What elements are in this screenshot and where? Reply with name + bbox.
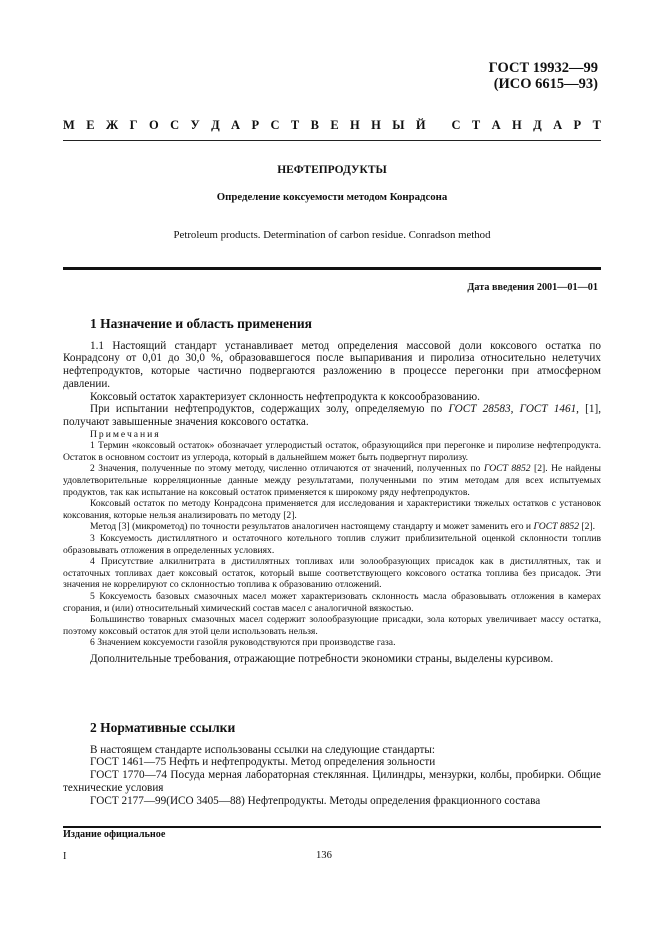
banner-letter: А [491, 118, 501, 132]
reference-gost-italic: ГОСТ 8852 [533, 521, 580, 533]
banner-letter: С [451, 118, 461, 132]
banner-letter: Т [471, 118, 481, 132]
reference-gost-1770: ГОСТ 1770—74 Посуда мерная лабораторная стеклянная. Цилиндры, мензурки, колбы, пробирки. Общие технические условия [63, 769, 601, 794]
official-edition: Издание официальное [63, 829, 166, 840]
banner-letter: Й [415, 118, 426, 132]
gost-number: ГОСТ 19932—99 [488, 60, 598, 76]
banner-letter: С [270, 118, 280, 132]
note-5: 5 Коксуемость базовых смазочных масел может характеризовать склонность масла образовывать отложения в камерах сгорания, и (или) относительный химический состав масел с аналогичной вязкостью. [63, 590, 601, 614]
note-2-micromethod: Метод [3] (микрометод) по точности результатов аналогичен настоящему стандарту и может заменить его и ГОСТ 8852 [2]. [90, 521, 596, 533]
note-4: 4 Присутствие алкилнитрата в дистиллятных топливах или золообразующих присадок как в дистиллятных, так и остаточных топливах дает коксовый остаток, который выше соответствующего коксового остатка топлива без присадок. Эти значения не коррелируют со склонностью топлива к образованию отложений. [63, 556, 601, 591]
introduction-date: Дата введения 2001—01—01 [467, 282, 598, 293]
banner-letter: А [231, 118, 241, 132]
section-1-heading: 1 Назначение и область применения [90, 316, 312, 331]
banner-letter: Д [211, 118, 220, 132]
note-2-conradson: Коксовый остаток по методу Конрадсона применяется для исследования и характеристики тяжелых остатков с установок коксования, которые нельзя анализировать по методу [2]. [63, 498, 601, 521]
banner-letter: С [170, 118, 180, 132]
paragraph-1-1: 1.1 Настоящий стандарт устанавливает метод определения массовой доли коксового остатка по Конрадсону от 0,01 до 30,0 %, образовавшегося после выпаривания и пиролиза относительно нелетучих нефтепродуктов, которые частично подвергаются разложению в процессе перегонки при атмосферном давлении. [63, 339, 601, 390]
document-title: НЕФТЕПРОДУКТЫ [277, 164, 387, 176]
banner-letter: В [310, 118, 319, 132]
reference-gost-italic: ГОСТ 28583, ГОСТ 1461, [448, 403, 579, 416]
note-2: 2 Значения, полученные по этому методу, численно отличаются от значений, полученных по ГОСТ 8852 [2]. Не найдены удовлетворительные корреляционные данные между результатами, полученными по этим методам для всех испытуемых продуктов, так как испытание на коксовый остаток применяется к широкому ряду нефтепродуктов. [63, 463, 601, 498]
note-1: 1 Термин «коксовый остаток» обозначает углеродистый остаток, образующийся при перегонке и пиролизе нефтепродукта. Остаток в основном состоит из углерода, который в дальнейшем может быть подвергнут пиролизу. [63, 440, 601, 463]
interstate-standard-banner [63, 118, 601, 133]
document-subtitle: Определение коксуемости методом Конрадсона [216, 191, 448, 203]
title-divider [63, 267, 601, 270]
page-number: 136 [316, 850, 332, 861]
banner-letter: Г [129, 118, 138, 132]
banner-letter: Е [330, 118, 339, 132]
page-marker: I [63, 851, 67, 862]
banner-letter: М [63, 118, 75, 132]
reference-gost-italic: ГОСТ 8852 [483, 463, 531, 475]
paragraph-ash: При испытании нефтепродуктов, содержащих золу, определяемую по ГОСТ 28583, ГОСТ 1461, [1], получают завышенные значения коксового остатка. [63, 403, 602, 428]
banner-letter: Р [251, 118, 260, 132]
notes-heading: Примечания [90, 428, 161, 440]
section-2 [63, 722, 601, 807]
banner-letter: Н [371, 118, 381, 132]
banner-letter: Т [592, 118, 601, 132]
banner-letter: Т [290, 118, 300, 132]
note-6: 6 Значением коксуемости газойля руководствуются при производстве газа. [90, 637, 396, 649]
banner-letter: О [148, 118, 159, 132]
banner-letter: Д [533, 118, 542, 132]
banner-letter: Н [350, 118, 360, 132]
references-intro: В настоящем стандарте использованы ссылки на следующие стандарты: [90, 743, 435, 756]
note-5-continued: Большинство товарных смазочных масел содержит золообразующие присадки, зола которых увеличивает массу остатка, поэтому коксовый остаток для этой цели использовать нельзя. [63, 614, 601, 637]
banner-letter: Р [573, 118, 582, 132]
reference-gost-2177: ГОСТ 2177—99(ИСО 3405—88) Нефтепродукты. Методы определения фракционного состава [90, 794, 541, 807]
reference-gost-1461: ГОСТ 1461—75 Нефть и нефтепродукты. Метод определения зольности [90, 756, 436, 769]
paragraph-carbon-residue: Коксовый остаток характеризует склонность нефтепродукта к коксообразованию. [90, 390, 480, 403]
standard-number-block [489, 60, 598, 92]
note-3: 3 Коксуемость дистиллятного и остаточного котельного топлив служит приблизительной оценкой склонности топлив образовывать отложения в определенных условиях. [63, 532, 601, 556]
section-1 [63, 318, 601, 666]
banner-letter: Е [86, 118, 95, 132]
banner-letter: У [190, 118, 200, 132]
section-2-heading: 2 Нормативные ссылки [90, 720, 236, 735]
banner-letter: Ы [392, 118, 405, 132]
english-title: Petroleum products. Determination of carbon residue. Conradson method [173, 229, 491, 241]
banner-word-gap [437, 118, 440, 133]
iso-number: (ИСО 6615—93) [493, 76, 598, 92]
additional-requirements: Дополнительные требования, отражающие потребности экономики страны, выделены курсивом. [90, 652, 554, 665]
footer-divider [63, 826, 601, 828]
banner-letter: Н [512, 118, 522, 132]
banner-letter: А [553, 118, 563, 132]
header-divider [63, 140, 601, 141]
banner-letter: Ж [105, 118, 119, 132]
